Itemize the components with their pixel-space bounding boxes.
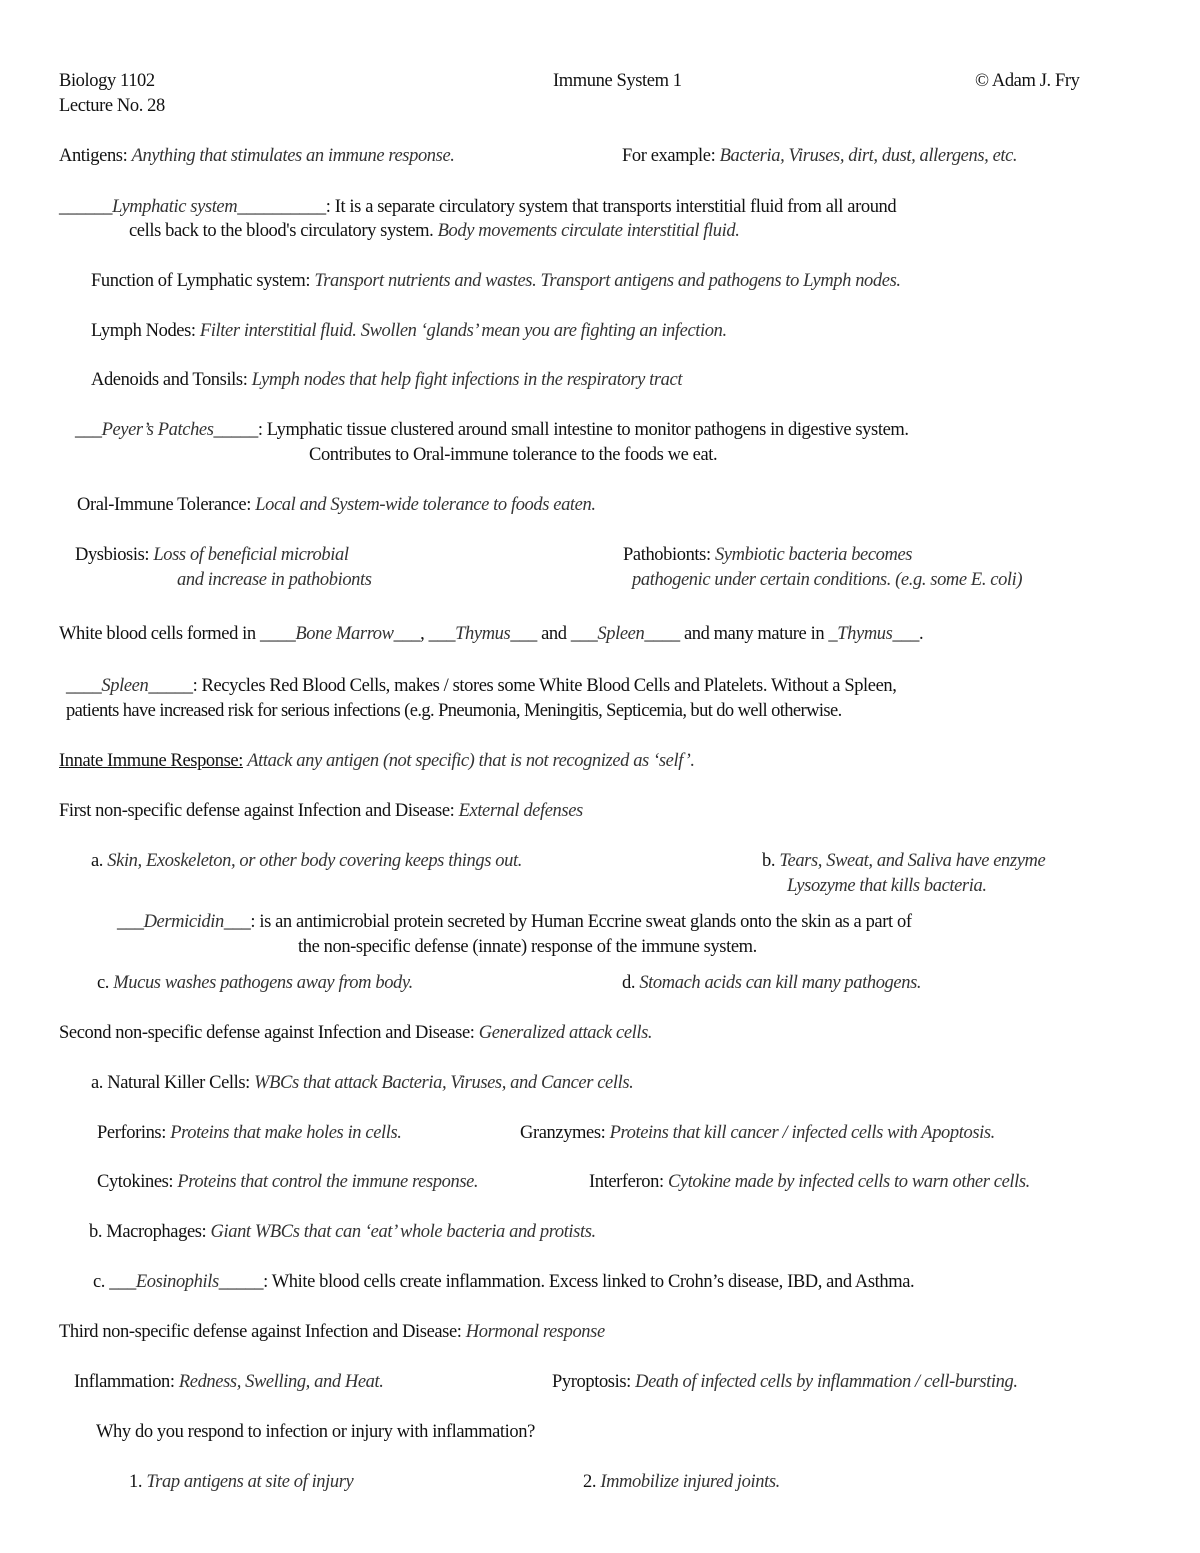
dysbiosis-label: Dysbiosis: xyxy=(75,545,150,565)
fill-in-answer: Thymus xyxy=(837,624,893,644)
fill-in-answer: Bone Marrow xyxy=(295,624,394,644)
inflammation-question: Why do you respond to infection or injury with inflammation? xyxy=(96,1422,535,1442)
innate-text: Attack any antigen (not specific) that is not recognized as ‘self’. xyxy=(247,751,695,771)
pyroptosis xyxy=(552,1371,1018,1393)
blank-after: __________ xyxy=(237,197,326,217)
fill-in-answer: Lymphatic system xyxy=(112,197,238,217)
example-text: Bacteria, Viruses, dirt, dust, allergens, etc. xyxy=(719,146,1018,166)
lymphatic-note: Body movements circulate interstitial fluid. xyxy=(437,221,740,241)
blank-before: c. ___ xyxy=(93,1272,136,1292)
dysbiosis-text: Loss of beneficial microbial xyxy=(153,545,349,565)
fill-in-answer: Peyer’s Patches xyxy=(101,420,214,440)
course-name: Biology 1102 xyxy=(59,71,155,91)
second-defense-label: Second non-specific defense against Infection and Disease: xyxy=(59,1023,475,1043)
oral-tolerance-text: Local and System-wide tolerance to foods eaten. xyxy=(255,495,596,515)
adenoids-text: Lymph nodes that help fight infections in the respiratory tract xyxy=(251,370,683,390)
antigens-line xyxy=(59,145,455,167)
antigens-definition: Anything that stimulates an immune response. xyxy=(131,146,455,166)
second-defense-heading xyxy=(59,1022,652,1044)
blank: ___. xyxy=(892,624,924,644)
pyroptosis-text: Death of infected cells by inflammation / cell-bursting. xyxy=(635,1372,1018,1392)
item-label: a. xyxy=(91,851,104,871)
antigens-example xyxy=(622,145,1017,167)
inflammation xyxy=(74,1371,383,1393)
second-defense-text: Generalized attack cells. xyxy=(478,1023,653,1043)
item-label: a. Natural Killer Cells: xyxy=(91,1073,250,1093)
reason-text: Immobilize injured joints. xyxy=(600,1472,780,1492)
item-label: b. Macrophages: xyxy=(89,1222,207,1242)
third-defense-label: Third non-specific defense against Infection and Disease: xyxy=(59,1322,462,1342)
pathobionts-text: Symbiotic bacteria becomes xyxy=(714,545,913,565)
peyers-line-1 xyxy=(75,419,909,441)
item-text: Mucus washes pathogens away from body. xyxy=(113,973,413,993)
first-defense-item-d xyxy=(622,972,921,994)
perforins xyxy=(97,1122,402,1144)
first-defense-heading xyxy=(59,800,583,822)
blank-after: _____ xyxy=(148,676,193,696)
cytokines-text: Proteins that control the immune response. xyxy=(177,1172,479,1192)
function-text: Transport nutrients and wastes. Transport antigens and pathogens to Lymph nodes. xyxy=(314,271,901,291)
third-defense-heading xyxy=(59,1321,605,1343)
wbc-formation xyxy=(59,623,923,645)
item-text: Tears, Sweat, and Saliva have enzyme xyxy=(779,851,1046,871)
item-text: Stomach acids can kill many pathogens. xyxy=(639,973,922,993)
perforins-text: Proteins that make holes in cells. xyxy=(170,1123,402,1143)
wbc-text: White blood cells formed in xyxy=(59,624,260,644)
macrophages xyxy=(89,1221,596,1243)
fill-in-answer: Spleen xyxy=(101,676,149,696)
antigens-label: Antigens: xyxy=(59,146,128,166)
adenoids-label: Adenoids and Tonsils: xyxy=(91,370,248,390)
oral-tolerance-label: Oral-Immune Tolerance: xyxy=(77,495,251,515)
spleen-definition: : Recycles Red Blood Cells, makes / stores some White Blood Cells and Platelets. Without a Spleen, xyxy=(192,676,897,696)
item-label: d. xyxy=(622,973,636,993)
lymphatic-definition-cont: cells back to the blood's circulatory system. xyxy=(129,221,434,241)
inflammation-text: Redness, Swelling, and Heat. xyxy=(178,1372,384,1392)
blank-before: ___ xyxy=(75,420,102,440)
first-defense-item-a xyxy=(91,850,522,872)
fill-in-answer: Spleen xyxy=(597,624,645,644)
item-text: Skin, Exoskeleton, or other body covering keeps things out. xyxy=(107,851,522,871)
first-defense-item-b xyxy=(762,850,1045,872)
lymph-nodes xyxy=(91,320,727,342)
blank: ___ and ___ xyxy=(510,624,598,644)
pathobionts-label: Pathobionts: xyxy=(623,545,711,565)
first-defense-text: External defenses xyxy=(458,801,583,821)
lymphatic-line-2 xyxy=(129,220,739,242)
reason-number: 1. xyxy=(129,1472,143,1492)
spleen-line-2: patients have increased risk for serious infections (e.g. Pneumonia, Meningitis, Septicemia, but do well otherwise. xyxy=(66,701,842,721)
lecture-number: Lecture No. 28 xyxy=(59,96,165,116)
interferon-label: Interferon: xyxy=(589,1172,664,1192)
peyers-definition: : Lymphatic tissue clustered around small intestine to monitor pathogens in digestive system. xyxy=(257,420,909,440)
first-defense-item-b-cont: Lysozyme that kills bacteria. xyxy=(787,876,987,896)
reason-number: 2. xyxy=(583,1472,597,1492)
item-label: b. xyxy=(762,851,776,871)
granzymes xyxy=(520,1122,995,1144)
dysbiosis xyxy=(75,544,349,566)
page-title: Immune System 1 xyxy=(553,71,682,91)
blank-before: ______ xyxy=(59,197,113,217)
dermicidin-line-1 xyxy=(117,911,912,933)
lymphatic-definition: : It is a separate circulatory system that transports interstitial fluid from all around xyxy=(325,197,897,217)
natural-killer-cells xyxy=(91,1072,633,1094)
blank-before: ___ xyxy=(117,912,144,932)
fill-in-answer: Thymus xyxy=(455,624,511,644)
author: © Adam J. Fry xyxy=(975,71,1080,91)
cytokines-label: Cytokines: xyxy=(97,1172,174,1192)
blank-after: ___ xyxy=(223,912,251,932)
function-label: Function of Lymphatic system: xyxy=(91,271,311,291)
eosinophils-definition: : White blood cells create inflammation. Excess linked to Crohn’s disease, IBD, and Asthma. xyxy=(263,1272,915,1292)
pathobionts xyxy=(623,544,912,566)
blank-after: _____ xyxy=(218,1272,264,1292)
fill-in-answer: Eosinophils xyxy=(135,1272,219,1292)
lymph-nodes-text: Filter interstitial fluid. Swollen ‘glands’ mean you are fighting an infection. xyxy=(199,321,727,341)
lymph-nodes-label: Lymph Nodes: xyxy=(91,321,196,341)
blank-before: ____ xyxy=(66,676,102,696)
adenoids-tonsils xyxy=(91,369,682,391)
dermicidin-line-2: the non-specific defense (innate) response of the immune system. xyxy=(298,937,757,957)
interferon-text: Cytokine made by infected cells to warn other cells. xyxy=(667,1172,1030,1192)
dermicidin-definition: : is an antimicrobial protein secreted by Human Eccrine sweat glands onto the skin as a part of xyxy=(250,912,912,932)
item-text: WBCs that attack Bacteria, Viruses, and Cancer cells. xyxy=(254,1073,634,1093)
dysbiosis-text-cont: and increase in pathobionts xyxy=(177,570,372,590)
blank: ____ xyxy=(259,624,296,644)
perforins-label: Perforins: xyxy=(97,1123,166,1143)
oral-tolerance xyxy=(77,494,596,516)
pyroptosis-label: Pyroptosis: xyxy=(552,1372,631,1392)
cytokines xyxy=(97,1171,478,1193)
item-label: c. xyxy=(97,973,110,993)
example-label: For example: xyxy=(622,146,716,166)
innate-response xyxy=(59,750,695,772)
function-lymphatic xyxy=(91,270,901,292)
reason-2 xyxy=(583,1471,780,1493)
first-defense-label: First non-specific defense against Infection and Disease: xyxy=(59,801,455,821)
third-defense-text: Hormonal response xyxy=(465,1322,605,1342)
spleen-line-1 xyxy=(66,675,897,697)
reason-1 xyxy=(129,1471,353,1493)
blank: ___, ___ xyxy=(393,624,456,644)
innate-label: Innate Immune Response: xyxy=(59,751,243,771)
pathobionts-text-cont: pathogenic under certain conditions. (e.g. some E. coli) xyxy=(632,570,1023,590)
interferon xyxy=(589,1171,1030,1193)
eosinophils xyxy=(93,1271,914,1293)
fill-in-answer: Dermicidin xyxy=(143,912,224,932)
blank: ____ and many mature in _ xyxy=(644,624,838,644)
lymphatic-line-1 xyxy=(59,196,896,218)
reason-text: Trap antigens at site of injury xyxy=(146,1472,354,1492)
item-text: Giant WBCs that can ‘eat’ whole bacteria and protists. xyxy=(210,1222,596,1242)
blank-after: _____ xyxy=(213,420,258,440)
peyers-line-2: Contributes to Oral-immune tolerance to the foods we eat. xyxy=(309,445,718,465)
granzymes-label: Granzymes: xyxy=(520,1123,606,1143)
inflammation-label: Inflammation: xyxy=(74,1372,175,1392)
granzymes-text: Proteins that kill cancer / infected cells with Apoptosis. xyxy=(609,1123,995,1143)
first-defense-item-c xyxy=(97,972,413,994)
